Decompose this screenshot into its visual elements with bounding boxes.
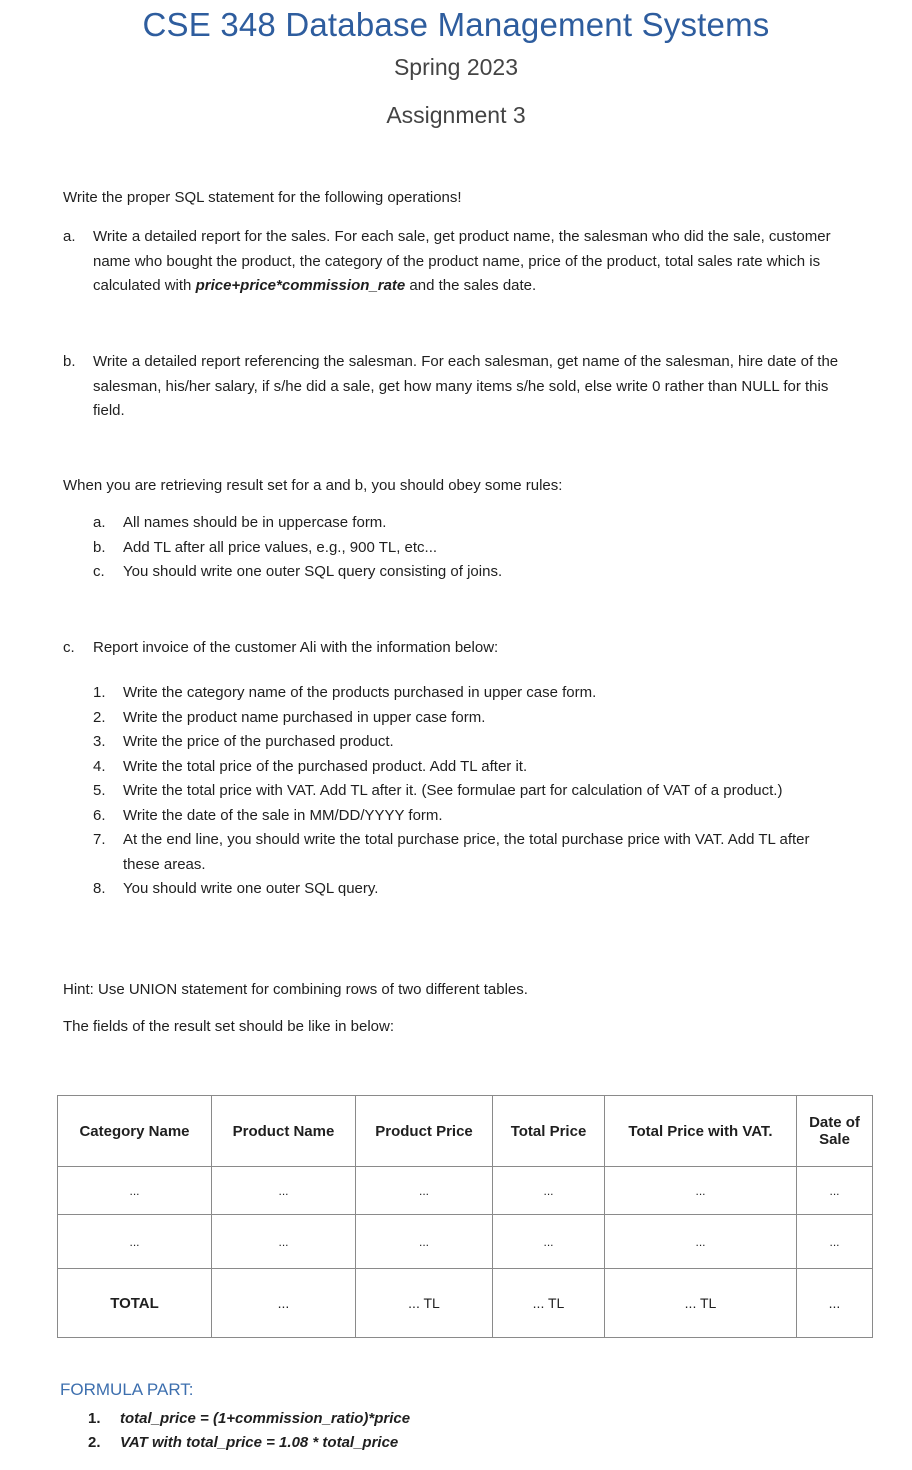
question-a-marker: a. bbox=[63, 228, 76, 245]
table-cell: ... bbox=[212, 1269, 356, 1338]
formula-list bbox=[88, 1407, 410, 1455]
question-b bbox=[63, 350, 853, 424]
table-cell: ... bbox=[58, 1215, 212, 1269]
table-cell: ... bbox=[493, 1215, 605, 1269]
hint-text: Hint: Use UNION statement for combining rows of two different tables. bbox=[63, 981, 528, 998]
table-header-row bbox=[58, 1096, 873, 1167]
term-label: Spring 2023 bbox=[393, 54, 519, 80]
question-c bbox=[63, 636, 498, 661]
list-item: c. You should write one outer SQL query consisting of joins. bbox=[93, 563, 503, 580]
list-item: a. All names should be in uppercase form. bbox=[93, 514, 387, 531]
list-item: 2. VAT with total_price = 1.08 * total_price bbox=[88, 1434, 399, 1451]
list-item: 1. total_price = (1+commission_ratio)*price bbox=[88, 1410, 411, 1427]
table-cell: ... bbox=[212, 1167, 356, 1215]
question-a-tail: and the sales date. bbox=[409, 277, 537, 294]
table-row bbox=[58, 1215, 873, 1269]
question-c-text: Report invoice of the customer Ali with the information below: bbox=[93, 639, 499, 656]
table-cell: ... bbox=[605, 1215, 797, 1269]
column-header: Category Name bbox=[58, 1096, 212, 1167]
list-item: 7. At the end line, you should write the total purchase price, the total purchase price with VAT. Add TL after these areas. bbox=[93, 831, 810, 873]
list-item: 4. Write the total price of the purchased product. Add TL after it. bbox=[93, 757, 528, 775]
column-header: Product Name bbox=[212, 1096, 356, 1167]
table-cell: ... bbox=[212, 1215, 356, 1269]
question-a-formula: price+price*commission_rate bbox=[195, 277, 406, 294]
table-cell: ... TL bbox=[493, 1269, 605, 1338]
column-header: Date of Sale bbox=[797, 1096, 873, 1167]
result-fields-table bbox=[57, 1095, 873, 1338]
question-a bbox=[63, 225, 853, 299]
table-cell: ... bbox=[356, 1167, 493, 1215]
list-item: 6. Write the date of the sale in MM/DD/YYYY form. bbox=[93, 806, 443, 824]
rules-intro: When you are retrieving result set for a and b, you should obey some rules: bbox=[63, 477, 563, 494]
question-c-marker: c. bbox=[63, 639, 75, 656]
table-cell: ... bbox=[797, 1167, 873, 1215]
table-cell: ... TL bbox=[356, 1269, 493, 1338]
list-item: 3. Write the price of the purchased product. bbox=[93, 733, 394, 750]
table-cell: ... bbox=[493, 1167, 605, 1215]
table-cell: ... bbox=[356, 1215, 493, 1269]
rules-list bbox=[93, 511, 502, 585]
formula-part-heading: FORMULA PART: bbox=[60, 1380, 194, 1399]
list-item: 2. Write the product name purchased in upper case form. bbox=[93, 708, 486, 726]
page-title: CSE 348 Database Management Systems bbox=[142, 6, 770, 43]
table-row bbox=[58, 1167, 873, 1215]
table-cell: ... bbox=[605, 1167, 797, 1215]
table-cell: ... TL bbox=[605, 1269, 797, 1338]
question-a-text: Write a detailed report for the sales. For each sale, get product name, the salesman who did the sale, customer name who bought the product, the category of the product name, price of the product, total sales rate which is calculated with bbox=[93, 228, 831, 294]
assignment-label: Assignment 3 bbox=[386, 102, 526, 128]
list-item: b. Add TL after all price values, e.g., 900 TL, etc... bbox=[93, 538, 438, 556]
column-header: Total Price with VAT. bbox=[605, 1096, 797, 1167]
invoice-requirements-list bbox=[93, 681, 833, 902]
column-header: Product Price bbox=[356, 1096, 493, 1167]
question-b-marker: b. bbox=[63, 353, 76, 370]
question-b-text: Write a detailed report referencing the salesman. For each salesman, get name of the salesman, hire date of the salesman, his/her salary, if s/he did a sale, get how many items s/he sold, else write 0 rather than NULL for this field. bbox=[93, 353, 839, 419]
table-cell: ... bbox=[58, 1167, 212, 1215]
table-cell: ... bbox=[797, 1215, 873, 1269]
list-item: 8. You should write one outer SQL query. bbox=[93, 880, 379, 897]
intro-text: Write the proper SQL statement for the following operations! bbox=[63, 189, 462, 206]
table-cell: ... bbox=[797, 1269, 873, 1338]
list-item: 5. Write the total price with VAT. Add TL after it. (See formulae part for calculation of VAT of a product.) bbox=[93, 782, 783, 799]
total-row bbox=[58, 1269, 873, 1338]
fields-intro: The fields of the result set should be like in below: bbox=[63, 1018, 395, 1035]
list-item: 1. Write the category name of the products purchased in upper case form. bbox=[93, 684, 597, 701]
table-cell: TOTAL bbox=[58, 1269, 212, 1338]
column-header: Total Price bbox=[493, 1096, 605, 1167]
